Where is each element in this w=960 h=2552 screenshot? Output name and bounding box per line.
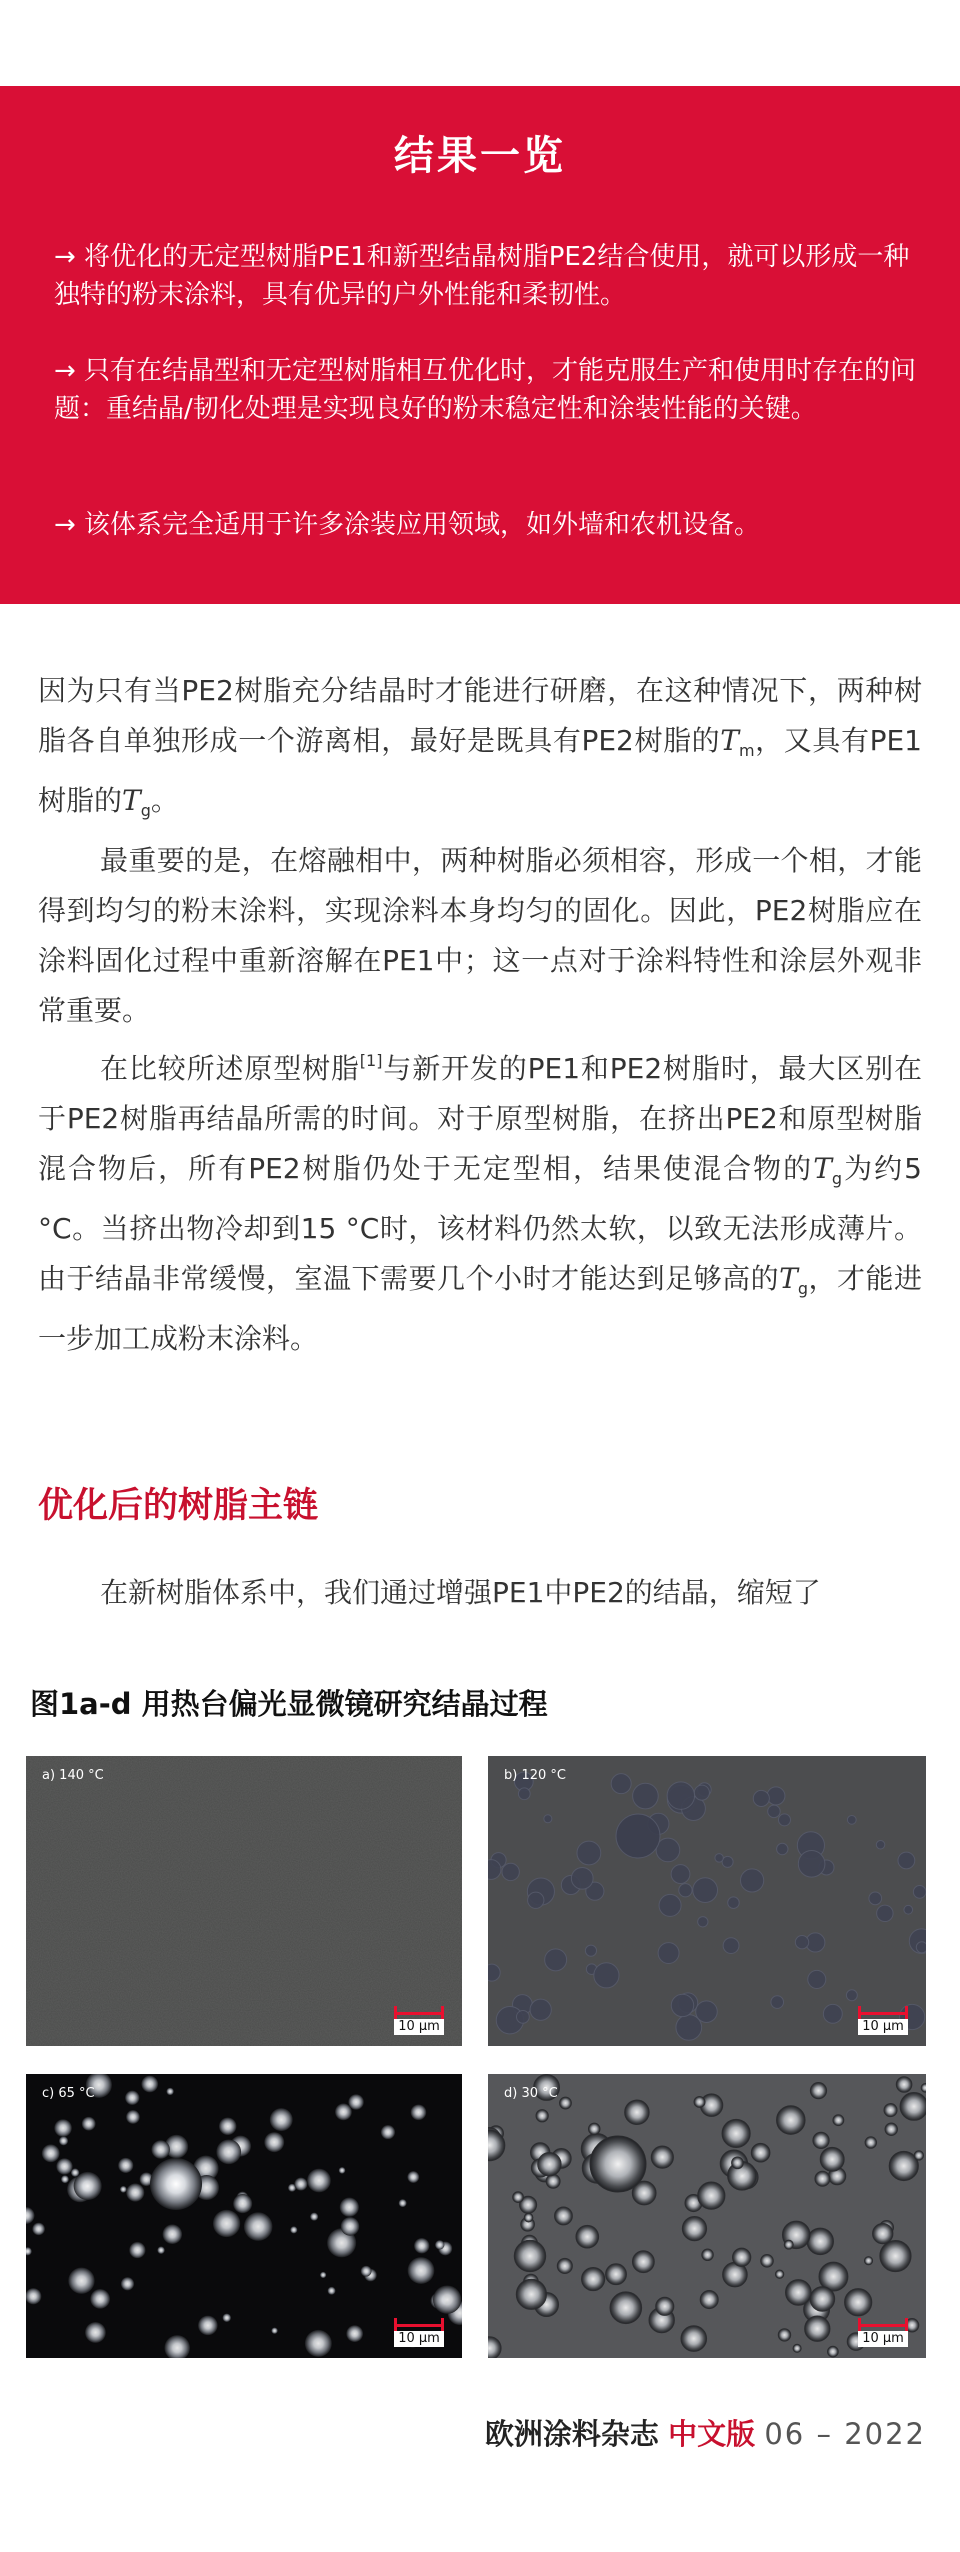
micrograph-b	[488, 1756, 926, 2046]
article-body	[38, 666, 922, 1364]
micrograph-particle	[715, 1854, 723, 1862]
micrograph-particle	[679, 1884, 692, 1897]
micrograph-particle	[150, 2158, 202, 2210]
micrograph-particle	[516, 2279, 546, 2309]
micrograph-particle	[121, 2277, 134, 2290]
micrograph-particle	[271, 2327, 277, 2333]
paragraph-3: 在比较所述原型树脂[1]与新开发的PE1和PE2树脂时，最大区别在于PE2树脂再结晶所需的时间。对于原型树脂，在挤出PE2和原型树脂混合物后，所有PE2树脂仍处于无定型相，结果使混合物的$T_g$为约5 °C。当挤出物冷却到15 °C时，该材料仍然太软，以致无法形成薄片。由于结晶非常缓慢，室温下需要几个小时才能达到足够高的$T_g$，才能进一步加工成粉末涂料。	[38, 1051, 922, 1355]
micrograph-particle	[151, 2140, 170, 2159]
micrograph-particle	[320, 2272, 326, 2278]
micrograph-particle	[671, 1994, 693, 2016]
micrograph-particle	[126, 2183, 144, 2201]
micrograph-particle	[546, 2174, 560, 2188]
micrograph-particle	[141, 2076, 158, 2093]
micrograph-particle	[42, 2144, 60, 2162]
micrograph-particle	[702, 2249, 714, 2261]
panel-label-d: d) 30 °C	[504, 2086, 558, 2101]
micrograph-particle	[435, 2240, 444, 2249]
micrograph-particle	[694, 1785, 709, 1800]
summary-bullet-3: → 该体系完全适用于许多涂装应用领域，如外墙和农机设备。	[54, 510, 761, 540]
micrograph-particle	[865, 2137, 876, 2148]
citation-ref[interactable]: [1]	[359, 1051, 383, 1070]
micrograph-particle	[913, 1886, 926, 1899]
micrograph-particle	[916, 1942, 926, 1953]
micrograph-particle	[582, 2267, 605, 2290]
summary-box	[0, 86, 960, 604]
micrograph-particle	[90, 2289, 110, 2309]
paragraph-1: 因为只有当PE2树脂充分结晶时才能进行研磨，在这种情况下，两种树脂各自单独形成一个游离相，最好是既具有PE2树脂的$T_m$，又具有PE1树脂的$T_g$。	[38, 674, 922, 820]
micrograph-particle	[751, 2143, 770, 2162]
micrograph-particle	[681, 2326, 707, 2352]
micrograph-d	[488, 2074, 926, 2358]
micrograph-particle	[898, 1852, 915, 1869]
micrograph-particle	[700, 2291, 718, 2309]
micrograph-particle	[885, 2123, 897, 2135]
micrograph-particle	[896, 2077, 912, 2093]
micrograph-particle	[833, 2115, 844, 2126]
micrograph-a	[26, 1756, 462, 2046]
micrograph-particle	[244, 2212, 273, 2241]
micrograph-particle	[585, 1945, 596, 1956]
micrograph-particle	[846, 1990, 857, 2001]
micrograph-particle	[784, 2240, 793, 2249]
micrograph-particle	[270, 2108, 293, 2131]
micrograph-particle	[828, 2346, 839, 2357]
micrograph-particle	[698, 2182, 725, 2209]
micrograph-particle	[876, 1841, 884, 1849]
micrograph-particle	[61, 2175, 69, 2183]
micrograph-particle	[768, 1805, 780, 1817]
micrograph-particle	[571, 1867, 593, 1889]
micrograph-particle	[576, 2225, 599, 2248]
micrograph-particle	[216, 2139, 241, 2164]
micrograph-particle	[290, 2226, 297, 2233]
micrograph-particle	[54, 2119, 72, 2137]
micrograph-particle	[502, 1863, 519, 1880]
micrograph-particle	[346, 2325, 363, 2342]
scale-bar: 10 μm	[394, 2314, 444, 2348]
micrograph-particle	[339, 2167, 346, 2174]
micrograph-particle	[528, 1892, 544, 1908]
micrograph-particle	[433, 2285, 461, 2313]
micrograph-particle	[914, 2151, 923, 2160]
micrograph-particle	[798, 1851, 825, 1878]
micrograph-particle	[536, 2110, 548, 2122]
micrograph-particle	[625, 2100, 649, 2124]
micrograph-particle	[810, 2083, 826, 2099]
micrograph-particle	[733, 2248, 751, 2266]
micrograph-particle	[118, 2158, 133, 2173]
micrograph-particle	[767, 1787, 785, 1805]
micrograph-particle	[651, 2146, 673, 2168]
micrograph-particle	[693, 1878, 718, 1903]
paragraph-2: 最重要的是，在熔融相中，两种树脂必须相容，形成一个相，才能得到均匀的粉末涂料，实现涂料本身均匀的固化。因此，PE2树脂应在涂料固化过程中重新溶解在PE1中；这一点对于涂料特性和涂层外观非常重要。	[38, 844, 922, 1027]
micrograph-particle	[163, 2224, 183, 2244]
micrograph-particle	[488, 1964, 500, 1981]
micrograph-particle	[921, 2084, 926, 2093]
micrograph-particle	[904, 1905, 913, 1914]
micrograph-particle	[560, 2097, 572, 2109]
micrograph-particle	[557, 2258, 572, 2273]
micrograph-particle	[753, 1790, 769, 1806]
micrograph-particle	[793, 2344, 801, 2352]
micrograph-particle	[810, 2287, 835, 2312]
micrograph-particle	[659, 1894, 681, 1916]
symbol-tg: T	[122, 784, 141, 817]
micrograph-particle	[877, 1905, 893, 1921]
micrograph-particle	[808, 1970, 826, 1988]
summary-title: 结果一览	[394, 133, 566, 179]
micrograph-particle	[590, 2136, 646, 2192]
micrograph-particle	[305, 2330, 332, 2357]
micrograph-particle	[869, 1892, 882, 1905]
micrograph-particle	[328, 2287, 336, 2295]
micrograph-particle	[524, 2213, 533, 2222]
micrograph-particle	[594, 1963, 619, 1988]
micrograph-particle	[682, 2216, 706, 2240]
issue-number: 06 – 2022	[764, 2417, 926, 2451]
footer	[485, 2412, 926, 2453]
panel-label-c: c) 65 °C	[42, 2086, 95, 2101]
micrograph-particle	[381, 2125, 395, 2139]
micrograph-c	[26, 2074, 462, 2358]
micrograph-particle	[884, 2104, 897, 2117]
micrograph-particle	[310, 2213, 318, 2221]
micrograph-particle	[632, 2251, 654, 2273]
micrograph-particle	[771, 1996, 784, 2009]
micrograph-particle	[577, 1841, 601, 1865]
micrograph-particle	[530, 1999, 551, 2020]
micrograph-particle	[32, 2223, 45, 2236]
panel-label-a: a) 140 °C	[42, 1768, 104, 1783]
symbol-tm: T	[720, 724, 739, 757]
micrograph-particle	[761, 2254, 774, 2267]
micrograph-particle	[795, 1936, 808, 1949]
micrograph-particle	[85, 2322, 106, 2343]
micrograph-particle	[233, 2194, 252, 2213]
micrograph-particle	[588, 2123, 600, 2135]
micrograph-particle	[845, 2289, 872, 2316]
micrograph-particle	[786, 2280, 812, 2306]
scale-bar: 10 μm	[858, 2002, 908, 2036]
micrograph-particle	[544, 1815, 552, 1823]
micrograph-particle	[820, 2147, 844, 2171]
micrograph-particle	[340, 2198, 359, 2217]
micrograph-particle	[198, 2316, 218, 2336]
micrograph-particle	[676, 2015, 702, 2041]
micrograph-particle	[545, 1949, 567, 1971]
micrograph-particle	[411, 2104, 427, 2120]
summary-bullet-2: → 只有在结晶型和无定型树脂相互优化时，才能克服生产和使用时存在的问题：重结晶/韧化处理是实现良好的粉末稳定性和涂装性能的关键。	[54, 356, 917, 424]
micrograph-particle	[611, 1774, 631, 1794]
micrograph-particle	[656, 2297, 674, 2315]
micrograph-particle	[213, 2210, 240, 2237]
micrograph-particle	[219, 2117, 237, 2135]
micrograph-particle	[864, 2257, 872, 2265]
micrograph-particle	[126, 2110, 140, 2124]
micrograph-particle	[873, 2223, 893, 2243]
micrograph-particle	[157, 2246, 165, 2254]
micrograph-particle	[813, 2132, 829, 2148]
micrograph-particle	[68, 2267, 94, 2293]
micrograph-particle	[414, 2238, 429, 2253]
micrograph-particle	[71, 2168, 79, 2176]
micrograph-particle	[698, 1917, 708, 1927]
micrograph-particle	[777, 2106, 806, 2135]
micrograph-particle	[880, 2240, 911, 2271]
micrograph-particle	[335, 2103, 352, 2120]
micrograph-particle	[56, 2158, 72, 2174]
micrograph-particle	[694, 2096, 705, 2107]
micrograph-particle	[264, 2132, 284, 2152]
micrograph-particle	[516, 2010, 529, 2023]
micrograph-particle	[129, 2242, 145, 2258]
micrograph-particle	[778, 2329, 790, 2341]
micrograph-particle	[633, 1783, 659, 1809]
micrograph-particle	[125, 2091, 139, 2105]
micrograph-particle	[348, 2094, 364, 2110]
micrograph-particle	[815, 2171, 830, 2186]
micrograph-particle	[74, 2172, 102, 2200]
micrograph-particle	[294, 2177, 307, 2190]
micrograph-particle	[616, 1814, 660, 1858]
micrograph-particle	[610, 2292, 642, 2324]
micrograph-particle	[777, 1843, 788, 1854]
micrograph-particle	[341, 2217, 360, 2236]
micrograph-particle	[900, 2092, 926, 2120]
magazine-name: 欧洲涂料杂志	[484, 2417, 659, 2451]
micrograph-particle	[514, 2240, 545, 2271]
micrograph-particle	[222, 2313, 231, 2322]
micrograph-particle	[671, 1865, 690, 1884]
scale-bar: 10 μm	[858, 2314, 908, 2348]
micrograph-particle	[82, 2117, 96, 2131]
micrograph-particle	[518, 1788, 530, 1800]
micrograph-particle	[407, 2171, 419, 2183]
micrograph-particle	[538, 2152, 561, 2175]
micrograph-particle	[775, 2270, 783, 2278]
micrograph-particle	[847, 1815, 856, 1824]
section-paragraph: 在新树脂体系中，我们通过增强PE1中PE2的结晶，缩短了	[100, 1576, 821, 1609]
micrograph-particle	[166, 2088, 173, 2095]
edition-label: 中文版	[668, 2417, 756, 2451]
panel-label-b: b) 120 °C	[504, 1768, 566, 1783]
micrograph-particle	[555, 2207, 573, 2225]
micrograph-particle	[59, 2136, 68, 2145]
micrograph-particle	[307, 2169, 331, 2193]
micrograph-particle	[658, 1943, 679, 1964]
micrograph-particle	[778, 1814, 790, 1826]
micrograph-particle	[513, 2192, 524, 2203]
micrograph-particle	[361, 2266, 372, 2277]
summary-bullet-1: → 将优化的无定型树脂PE1和新型结晶树脂PE2结合使用，就可以形成一种独特的粉末涂料，具有优异的户外性能和柔韧性。	[54, 242, 910, 310]
micrograph-particle	[805, 2316, 830, 2341]
micrograph-particle	[732, 2157, 744, 2169]
figure-caption: 图1a-d 用热台偏光显微镜研究结晶过程	[30, 1687, 548, 1721]
micrograph-particle	[408, 2257, 435, 2284]
micrograph-particle	[399, 2199, 407, 2207]
micrograph-particle	[120, 2186, 127, 2193]
section-title: 优化后的树脂主链	[38, 1486, 319, 1526]
micrograph-particle	[741, 1869, 764, 1892]
micrograph-particle	[606, 2264, 627, 2285]
micrograph-particle	[722, 2119, 750, 2147]
micrograph-particle	[728, 1897, 740, 1909]
micrograph-particle	[823, 2004, 842, 2023]
micrograph-particle	[667, 1782, 694, 1809]
micrograph-particle	[807, 2228, 834, 2255]
micrograph-particle	[723, 1938, 739, 1954]
scale-bar: 10 μm	[394, 2002, 444, 2036]
